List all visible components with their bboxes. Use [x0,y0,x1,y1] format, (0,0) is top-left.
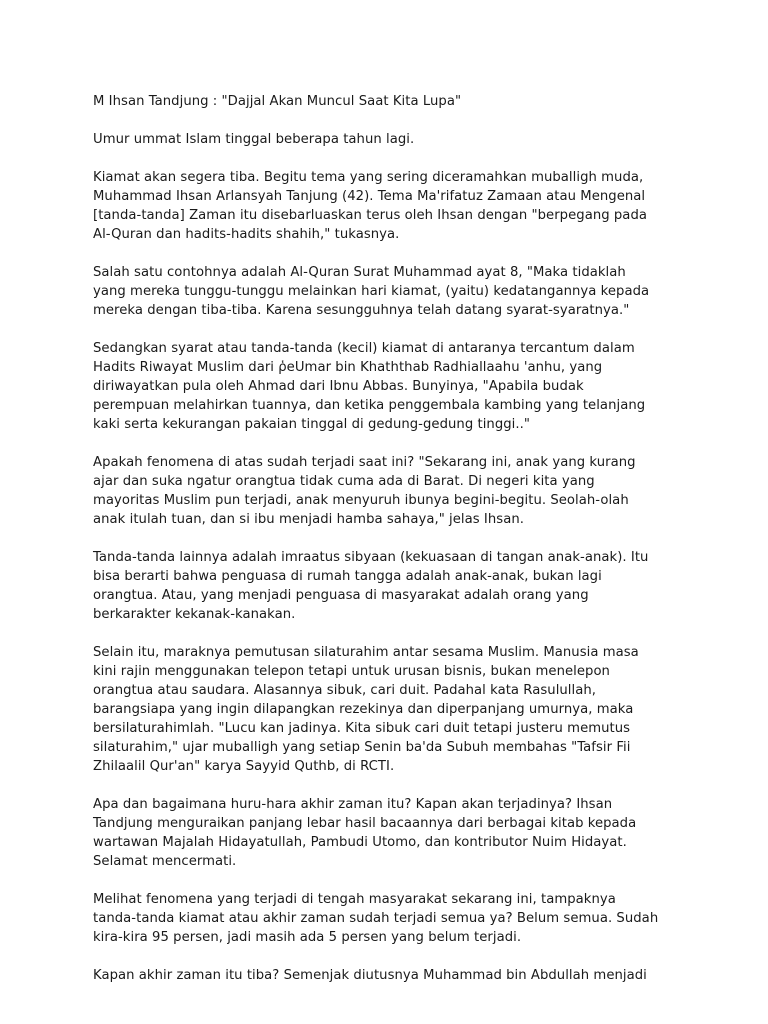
paragraph-line: mayoritas Muslim pun terjadi, anak menyuruh ibunya begini-begitu. Seolah-olah [93,493,629,508]
paragraph-line: diriwayatkan pula oleh Ahmad dari Ibnu Abbas. Bunyinya, "Apabila budak [93,379,584,394]
paragraph-line: Selain itu, maraknya pemutusan silaturahim antar sesama Muslim. Manusia masa [93,645,639,660]
paragraph-line: orangtua. Atau, yang menjadi penguasa di masyarakat adalah orang yang [93,588,589,603]
paragraph-line: Umur ummat Islam tinggal beberapa tahun lagi. [93,132,415,147]
paragraph-line: bersilaturahimlah. "Lucu kan jadinya. Kita sibuk cari duit tetapi justeru memutus [93,721,631,736]
paragraph-line: kira-kira 95 persen, jadi masih ada 5 persen yang belum terjadi. [93,930,522,945]
paragraph-line: mereka dengan tiba-tiba. Karena sesungguhnya telah datang syarat-syaratnya." [93,303,630,318]
paragraph-line: Tanda-tanda lainnya adalah imraatus sibyaan (kekuasaan di tangan anak-anak). Itu [93,550,649,565]
paragraph-line: perempuan melahirkan tuannya, dan ketika penggembala kambing yang telanjang [93,398,646,413]
paragraph [93,168,733,244]
paragraph [93,890,733,947]
paragraph-line: Zhilaalil Qur'an" karya Sayyid Quthb, di RCTI. [93,759,395,774]
paragraph [93,548,733,624]
paragraph-line: [tanda-tanda] Zaman itu disebarluaskan terus oleh Ihsan dengan "berpegang pada [93,208,647,223]
paragraph [93,263,733,320]
paragraph-line: kini rajin menggunakan telepon tetapi untuk urusan bisnis, bukan menelepon [93,664,610,679]
paragraph-line: berkarakter kekanak-kanakan. [93,607,296,622]
document-title [93,92,733,111]
paragraph-line: Kapan akhir zaman itu tiba? Semenjak diutusnya Muhammad bin Abdullah menjadi [93,968,647,983]
paragraph-line: Sedangkan syarat atau tanda-tanda (kecil) kiamat di antaranya tercantum dalam [93,341,635,356]
paragraph [93,453,733,529]
paragraph-line: wartawan Majalah Hidayatullah, Pambudi Utomo, dan kontributor Nuim Hidayat. [93,835,627,850]
paragraph-line: Selamat mencermati. [93,854,237,869]
paragraph-line: Kiamat akan segera tiba. Begitu tema yang sering diceramahkan muballigh muda, [93,170,644,185]
paragraph-line: Apakah fenomena di atas sudah terjadi saat ini? "Sekarang ini, anak yang kurang [93,455,636,470]
paragraph [93,339,733,434]
paragraph-line: kaki serta kekurangan pakaian tinggal di gedung-gedung tinggi.." [93,417,530,432]
paragraph-line: orangtua atau saudara. Alasannya sibuk, cari duit. Padahal kata Rasulullah, [93,683,597,698]
paragraph-line: anak itulah tuan, dan si ibu menjadi hamba sahaya," jelas Ihsan. [93,512,524,527]
paragraph-list [93,130,733,985]
paragraph-line: barangsiapa yang ingin dilapangkan rezekinya dan diperpanjang umurnya, maka [93,702,634,717]
paragraph-line: Apa dan bagaimana huru-hara akhir zaman itu? Kapan akan terjadinya? Ihsan [93,797,613,812]
paragraph-line: Tandjung menguraikan panjang lebar hasil bacaannya dari berbagai kitab kepada [93,816,637,831]
paragraph [93,795,733,871]
paragraph [93,130,733,149]
document-body [93,92,733,1004]
paragraph [93,966,733,985]
paragraph-line: Al-Quran dan hadits-hadits shahih," tukasnya. [93,227,400,242]
paragraph-line: yang mereka tunggu-tunggu melainkan hari kiamat, (yaitu) kedatangannya kepada [93,284,650,299]
paragraph-line: bisa berarti bahwa penguasa di rumah tangga adalah anak-anak, bukan lagi [93,569,602,584]
paragraph-line: ajar dan suka ngatur orangtua tidak cuma ada di Barat. Di negeri kita yang [93,474,595,489]
paragraph-line: silaturahim," ujar muballigh yang setiap Senin ba'da Subuh membahas "Tafsir Fii [93,740,631,755]
paragraph-line: Salah satu contohnya adalah Al-Quran Surat Muhammad ayat 8, "Maka tidaklah [93,265,626,280]
paragraph-line: tanda-tanda kiamat atau akhir zaman sudah terjadi semua ya? Belum semua. Sudah [93,911,659,926]
title-line: M Ihsan Tandjung : "Dajjal Akan Muncul Saat Kita Lupa" [93,94,462,109]
paragraph [93,643,733,776]
paragraph-line: Melihat fenomena yang terjadi di tengah masyarakat sekarang ini, tampaknya [93,892,616,907]
paragraph-line: Muhammad Ihsan Arlansyah Tanjung (42). Tema Ma'rifatuz Zamaan atau Mengenal [93,189,646,204]
paragraph-line: Hadits Riwayat Muslim dari ῥeUmar bin Khaththab Radhiallaahu 'anhu, yang [93,360,603,375]
